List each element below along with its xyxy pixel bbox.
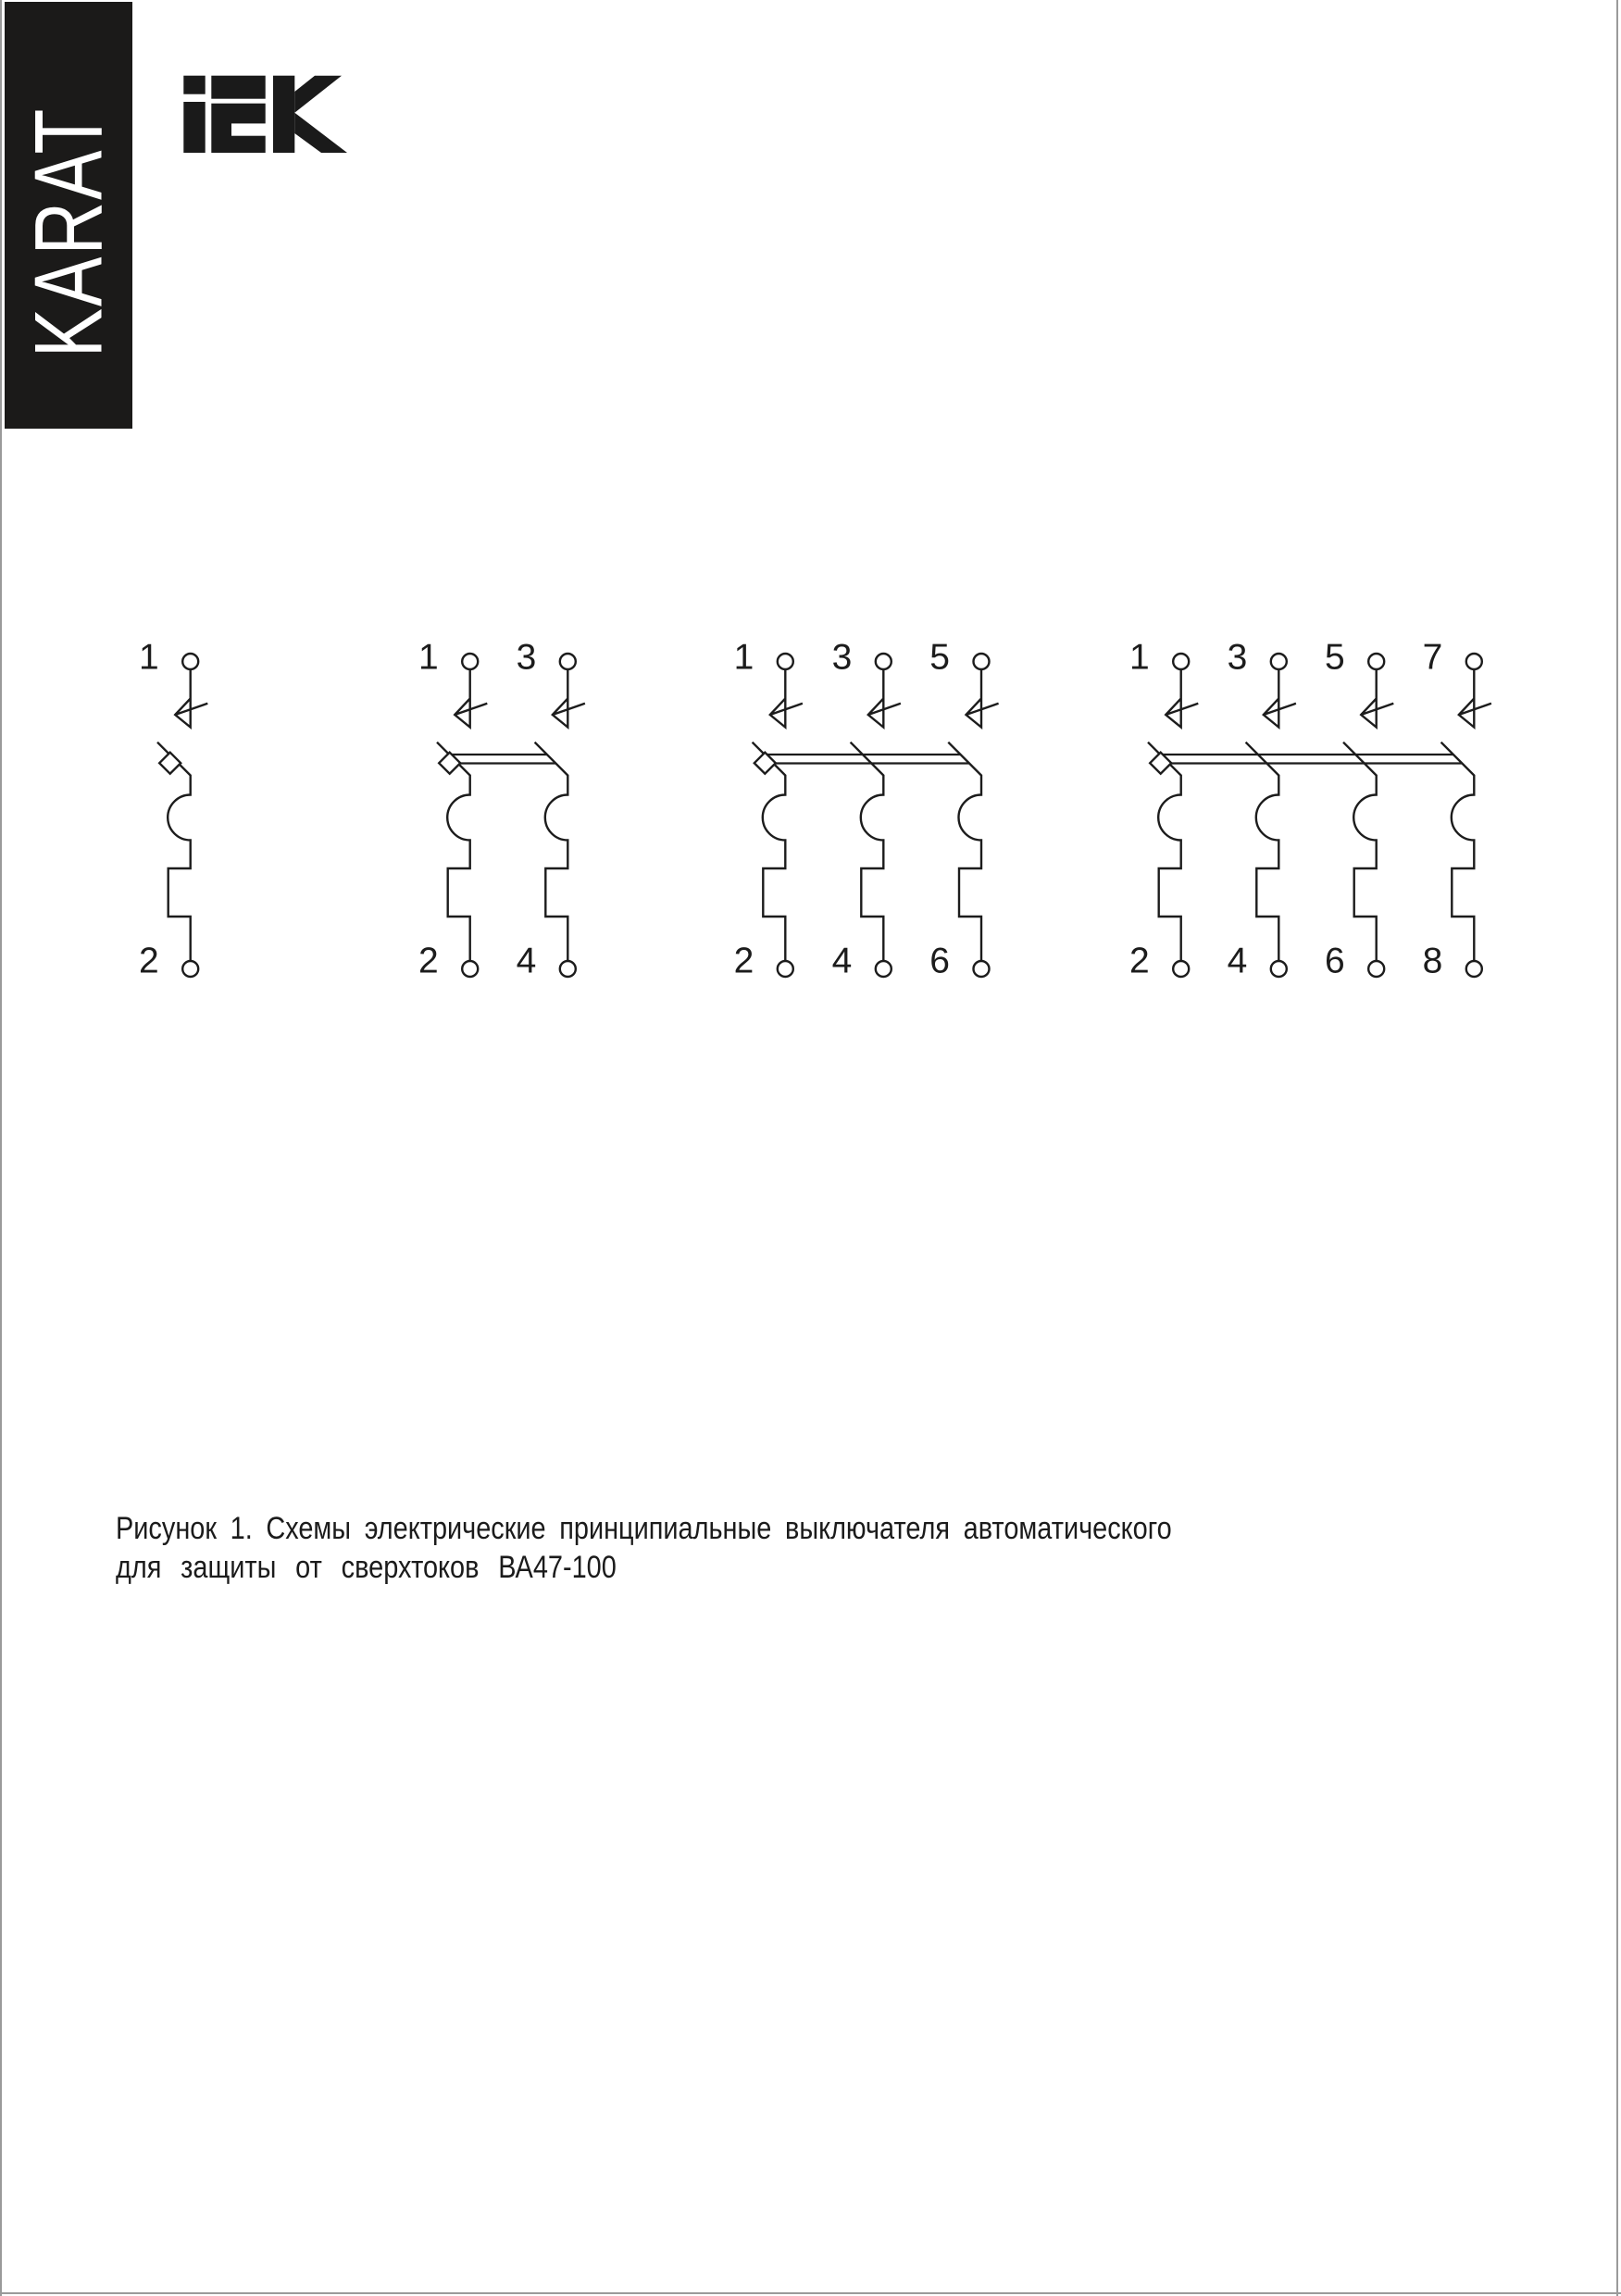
terminal-label-top: 3 [516, 637, 537, 678]
pole-conductor [851, 669, 901, 961]
figure-caption-line2: для защиты от сверхтоков ВА47-100 [116, 1550, 617, 1585]
terminal-label-top: 3 [1227, 637, 1248, 678]
terminal-circle-top [876, 654, 892, 669]
pole-conductor [157, 669, 207, 961]
terminal-circle-top [560, 654, 576, 669]
terminal-label-bottom: 6 [929, 941, 950, 981]
figure-caption-line1: Рисунок 1. Схемы электрические принципиальные выключателя автоматического [116, 1511, 1172, 1546]
pole-conductor [948, 669, 998, 961]
trip-unit-diamond [439, 753, 460, 774]
pole-conductor [1148, 669, 1198, 961]
terminal-circle-top [974, 654, 990, 669]
terminal-circle-bottom [560, 961, 576, 977]
coupling-crossbar [1160, 755, 1462, 764]
page-edge-bottom [0, 2292, 1621, 2294]
terminal-label-bottom: 4 [1227, 941, 1248, 981]
terminal-label-top: 1 [418, 637, 439, 678]
schematic-breaker-3-pole [734, 638, 999, 981]
pole-conductor [1343, 669, 1393, 961]
terminal-circle-bottom [1368, 961, 1384, 977]
terminal-circle-bottom [1466, 961, 1482, 977]
terminal-circle-bottom [182, 961, 198, 977]
terminal-circle-top [1368, 654, 1384, 669]
terminal-label-top: 1 [733, 637, 754, 678]
terminal-circle-top [182, 654, 198, 669]
terminal-circle-bottom [1271, 961, 1287, 977]
terminal-circle-top [462, 654, 478, 669]
terminal-label-top: 5 [929, 637, 950, 678]
schematic-breaker-4-pole [1129, 638, 1491, 981]
terminal-label-bottom: 4 [831, 941, 853, 981]
terminal-label-top: 5 [1324, 637, 1345, 678]
terminal-label-bottom: 2 [418, 941, 439, 981]
pole-conductor [535, 669, 585, 961]
figure-caption [116, 1509, 1172, 1587]
breaker-schematics [0, 0, 1621, 1111]
terminal-circle-bottom [462, 961, 478, 977]
pole-conductor [1441, 669, 1491, 961]
terminal-label-bottom: 8 [1422, 941, 1443, 981]
pole-conductor [437, 669, 487, 961]
terminal-label-top: 7 [1422, 637, 1443, 678]
terminal-circle-top [1271, 654, 1287, 669]
trip-unit-diamond [159, 753, 181, 774]
terminal-label-top: 3 [831, 637, 853, 678]
terminal-circle-top [1173, 654, 1189, 669]
trip-unit-diamond [754, 753, 776, 774]
terminal-circle-bottom [876, 961, 892, 977]
terminal-label-bottom: 2 [733, 941, 754, 981]
schematic-breaker-1-pole [139, 638, 207, 981]
terminal-label-top: 1 [1128, 637, 1150, 678]
karat-banner-label: KARAT [14, 106, 122, 357]
terminal-circle-top [1466, 654, 1482, 669]
terminal-circle-bottom [1173, 961, 1189, 977]
terminal-circle-top [778, 654, 793, 669]
terminal-circle-bottom [974, 961, 990, 977]
terminal-label-bottom: 2 [1128, 941, 1150, 981]
schematic-breaker-2-pole [418, 638, 585, 981]
terminal-circle-bottom [778, 961, 793, 977]
terminal-label-bottom: 6 [1324, 941, 1345, 981]
coupling-crossbar [449, 755, 555, 764]
terminal-label-bottom: 4 [516, 941, 537, 981]
trip-unit-diamond [1150, 753, 1171, 774]
terminal-label-top: 1 [138, 637, 159, 678]
pole-conductor [1246, 669, 1296, 961]
pole-conductor [753, 669, 803, 961]
terminal-label-bottom: 2 [138, 941, 159, 981]
